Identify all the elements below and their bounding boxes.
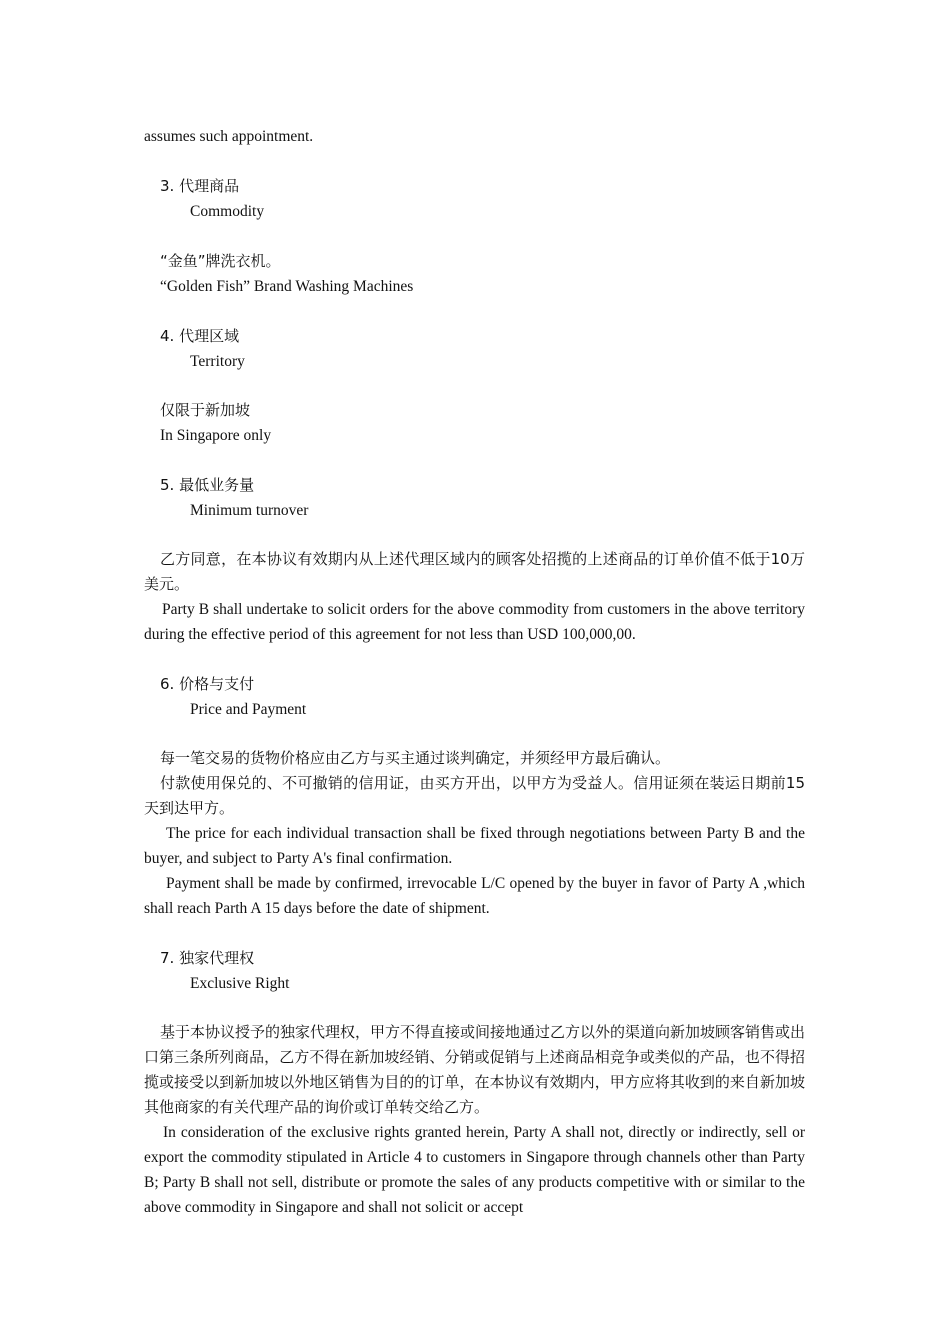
section-6-body-cn-2: 付款使用保兑的、不可撤销的信用证，由买方开出，以甲方为受益人。信用证须在装运日期前15天到达甲方。: [144, 774, 805, 817]
section-6-body-cn-1: 每一笔交易的货物价格应由乙方与买主通过谈判确定，并须经甲方最后确认。: [160, 749, 671, 767]
section-6-body-en-1: The price for each individual transaction shall be fixed through negotiations between Party B and the buyer, and subject to Party A's final confirmation.: [144, 825, 805, 867]
section-7-body-cn: 基于本协议授予的独家代理权，甲方不得直接或间接地通过乙方以外的渠道向新加坡顾客销售或出口第三条所列商品，乙方不得在新加坡经销、分销或促销与上述商品相竞争或类似的产品，也不得招揽或接受以到新加坡以外地区销售为目的的订单，在本协议有效期内，甲方应将其收到的来自新加坡其他商家的有关代理产品的询价或订单转交给乙方。: [144, 1023, 806, 1116]
section-3-heading-cn: 3. 代理商品: [160, 177, 240, 195]
section-7-heading-en: Exclusive Right: [190, 975, 290, 992]
section-6-body-en-2: Payment shall be made by confirmed, irrevocable L/C opened by the buyer in favor of Party A ,which shall reach Parth A 15 days before the date of shipment.: [144, 875, 805, 917]
section-4-heading-en: Territory: [190, 353, 245, 370]
section-6-heading-en: Price and Payment: [190, 701, 307, 718]
section-4-body-en: In Singapore only: [160, 427, 272, 444]
section-6-heading-cn: 6. 价格与支付: [160, 675, 255, 693]
section-3-heading-en: Commodity: [190, 203, 265, 220]
section-3-body-cn: “金鱼”牌洗衣机。: [160, 252, 281, 270]
section-3-body-en: “Golden Fish” Brand Washing Machines: [160, 278, 414, 295]
continuation-text: assumes such appointment.: [144, 128, 314, 145]
section-5-heading-en: Minimum turnover: [190, 502, 309, 519]
section-5-heading-cn: 5. 最低业务量: [160, 476, 255, 494]
section-5-body-cn: 乙方同意，在本协议有效期内从上述代理区域内的顾客处招揽的上述商品的订单价值不低于10万美元。: [144, 550, 805, 593]
section-5-body-en: Party B shall undertake to solicit orders for the above commodity from customers in the above territory during the effective period of this agreement for not less than USD 100,000,00.: [144, 601, 805, 643]
section-4-body-cn: 仅限于新加坡: [160, 401, 251, 419]
section-4-heading-cn: 4. 代理区域: [160, 327, 240, 345]
section-7-body-en: In consideration of the exclusive rights granted herein, Party A shall not, directly or indirectly, sell or export the commodity stipulated in Article 4 to customers in Singapore through channels other than Party B; Party B shall not sell, distribute or promote the sales of any products competitive with or similar to the above commodity in Singapore and shall not solicit or accept: [144, 1124, 805, 1216]
section-7-heading-cn: 7. 独家代理权: [160, 949, 255, 967]
